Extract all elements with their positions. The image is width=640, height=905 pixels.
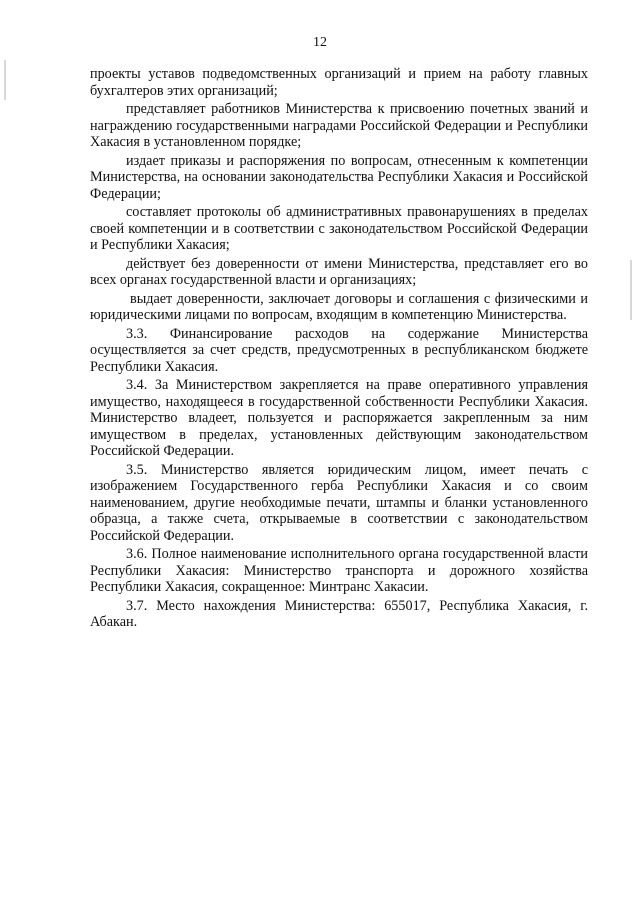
paragraph-3-6: 3.6. Полное наименование исполнительного органа государственной власти Республики Хакасия: Министерство транспорта и дорожного хозяйства Республики Хакасия, сокращенное: Минтранс Хакасии. [90, 546, 588, 595]
document-body [90, 66, 588, 633]
paragraph-6: выдает доверенности, заключает договоры и соглашения с физическими и юридическими лицами по вопросам, входящим в компетенцию Министерства. [90, 290, 588, 323]
paragraph-3-4: 3.4. За Министерством закрепляется на праве оперативного управления имущество, находящееся в государственной собственности Республики Хакасия. Министерство владеет, пользуется и распоряжается закрепленным за ним имуществом в пределах, установленных действующим законодательством Российской Федерации. [90, 377, 588, 459]
scan-edge-mark-left [4, 60, 6, 100]
paragraph-3-7: 3.7. Место нахождения Министерства: 655017, Республика Хакасия, г. Абакан. [90, 597, 588, 630]
paragraph-3-5: 3.5. Министерство является юридическим лицом, имеет печать с изображением Государственного герба Республики Хакасия и со своим наименованием, другие необходимые печати, штампы и бланки установленного образца, а также счета, открываемые в соответствии с законодательством Российской Федерации. [90, 461, 588, 544]
scan-edge-mark-right [630, 260, 632, 320]
paragraph-5: действует без доверенности от имени Министерства, представляет его во всех органах государственной власти и организациях; [90, 255, 588, 288]
paragraph-4: составляет протоколы об административных правонарушениях в пределах своей компетенции и в соответствии с законодательством Российской Федерации и Республики Хакасия; [90, 204, 588, 253]
paragraph-1: проекты уставов подведомственных организаций и прием на работу главных бухгалтеров этих организаций; [90, 66, 588, 99]
paragraph-3-3: 3.3. Финансирование расходов на содержание Министерства осуществляется за счет средств, предусмотренных в республиканском бюджете Республики Хакасия. [90, 325, 588, 375]
page-number: 12 [313, 35, 327, 50]
paragraph-2: представляет работников Министерства к присвоению почетных званий и награждению государственными наградами Российской Федерации и Республики Хакасия в установленном порядке; [90, 101, 588, 150]
paragraph-3: издает приказы и распоряжения по вопросам, отнесенным к компетенции Министерства, на основании законодательства Республики Хакасия и Российской Федерации; [90, 152, 588, 202]
